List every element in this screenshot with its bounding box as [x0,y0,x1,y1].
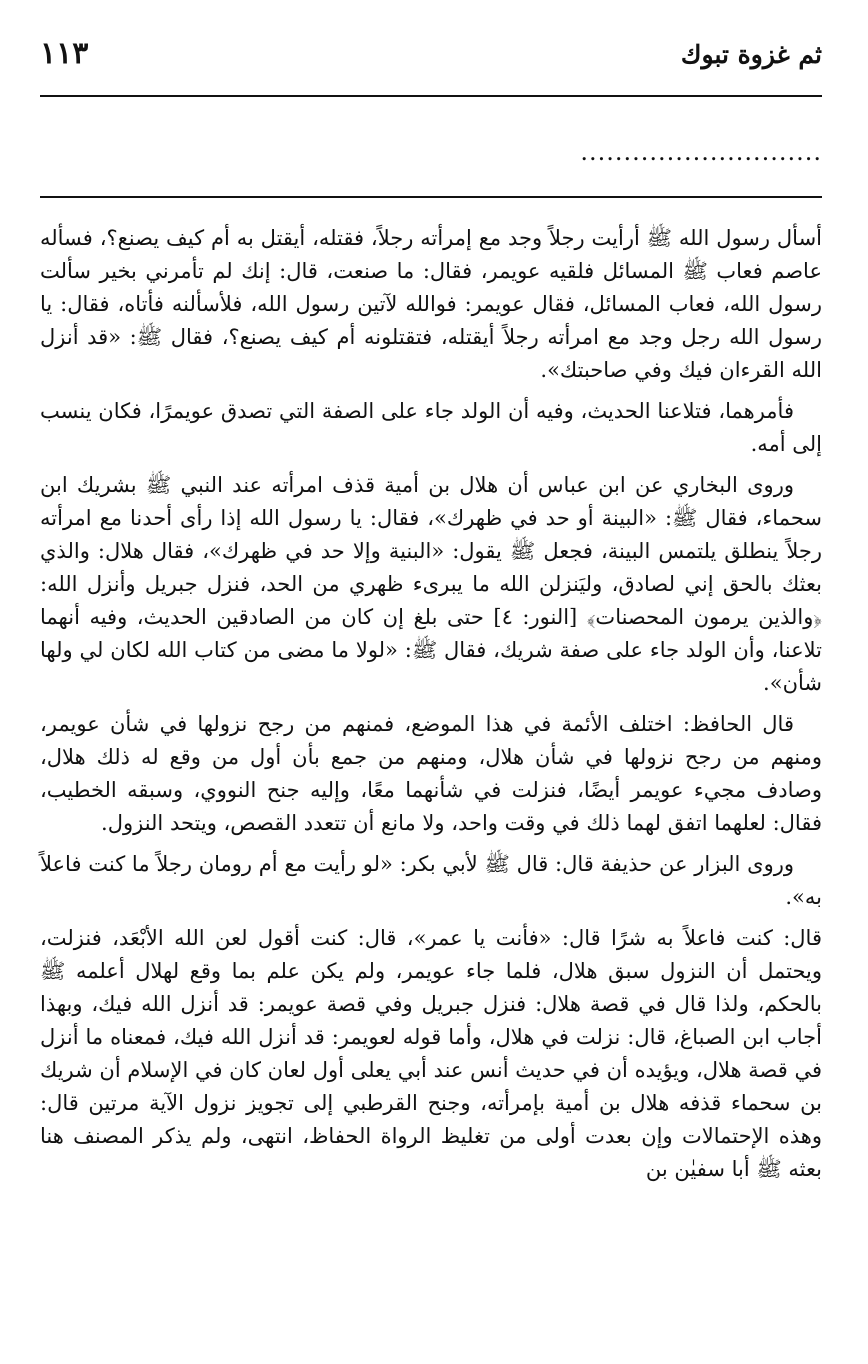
paragraph: أسأل رسول الله ﷺ أرأيت رجلاً وجد مع إمرأته رجلاً، فقتله، أيقتل به أم كيف يصنع؟، فسأله عاصم فعاب ﷺ المسائل فلقيه عويمر، فقال: ما صنعت، قال: إنك لم تأمرني بخير سألت رسول الله، فعاب المسائل، فقال عويمر: فوالله لآتين رسول الله، فلأسألنه فأتاه، فقال: يا رسول الله رجل وجد مع امرأته رجلاً أيقتله، فتقتلونه أم كيف يصنع؟، فقال ﷺ: «قد أنزل الله القرءان فيك وفي صاحبتك». [40,226,822,382]
paragraph: قال الحافظ: اختلف الأئمة في هذا الموضع، فمنهم من رجح نزولها في شأن عويمر، ومنهم من رجح نزولها في شأن هلال، ومنهم من جمع بأن أول من وقع له ذلك هلال، وصادف مجيء عويمر أيضًا، فنزلت في شأنهما معًا، وإليه جنح النووي، وسبقه الخطيب، فقال: لعلهما اتفق لهما ذلك في وقت واحد، ولا مانع أن تتعدد القصص، ويتحد النزول. [40,712,822,835]
separator-dots: ............................ [580,138,822,166]
body-text [40,222,822,1194]
paragraph: فأمرهما، فتلاعنا الحديث، وفيه أن الولد جاء على الصفة التي تصدق عويمرًا، فكان ينسب إلى أمه. [40,399,822,456]
paragraph: قال: كنت فاعلاً به شرًا قال: «فأنت يا عمر»، قال: كنت أقول لعن الله الأبْعَد، فنزلت، ويحتمل أن النزول سبق هلال، فلما جاء عويمر، ولم يكن علم بما وقع لهلال أعلمه ﷺ بالحكم، ولذا قال في قصة هلال: فنزل جبريل وفي قصة عويمر: قد أنزل الله فيك، وبهذا أجاب ابن الصباغ، قال: نزلت في هلال، وأما قوله لعويمر: قد أنزل الله فيك، فمعناه ما أنزل في قصة هلال، ويؤيده أن في حديث أنس عند أبي يعلى أول لعان كان في الإسلام أن شريك بن سحماء قذفه هلال بن أمية بإمرأته، وجنح القرطبي إلى تجويز نزول الآية مرتين قال: وهذه الإحتمالات وإن بعدت أولى من تغليظ الرواة الحفاظ، انتهى، ولم يذكر المصنف هنا بعثه ﷺ أبا سفيٰن بن [40,926,822,1181]
page-header [40,36,822,86]
section-rule [40,196,822,198]
header-rule [40,95,822,97]
paragraph: وروى البخاري عن ابن عباس أن هلال بن أمية قذف امرأته عند النبي ﷺ بشريك ابن سحماء، فقال ﷺ: «البينة أو حد في ظهرك»، فقال: يا رسول الله إذا رأى أحدنا مع امرأته رجلاً ينطلق يلتمس البينة، فجعل ﷺ يقول: «البنية وإلا حد في ظهرك»، فقال هلال: والذي بعثك بالحق إني لصادق، وليَنزلن الله ما يبرىء ظهري من الحد، فنزل جبريل وأنزل الله: ﴿والذين يرمون المحصنات﴾ [النور: ٤] حتى بلغ إن كان من الصادقين الحديث، وفيه أنهما تلاعنا، وأن الولد جاء على صفة شريك، فقال ﷺ: «لولا ما مضى من كتاب الله لكان لي ولها شأن». [40,473,822,695]
paragraph: وروى البزار عن حذيفة قال: قال ﷺ لأبي بكر: «لو رأيت مع أم رومان رجلاً ما كنت فاعلاً به». [40,852,822,909]
page-number: ١١٣ [40,36,89,71]
running-title: ثم غزوة تبوك [680,40,822,69]
